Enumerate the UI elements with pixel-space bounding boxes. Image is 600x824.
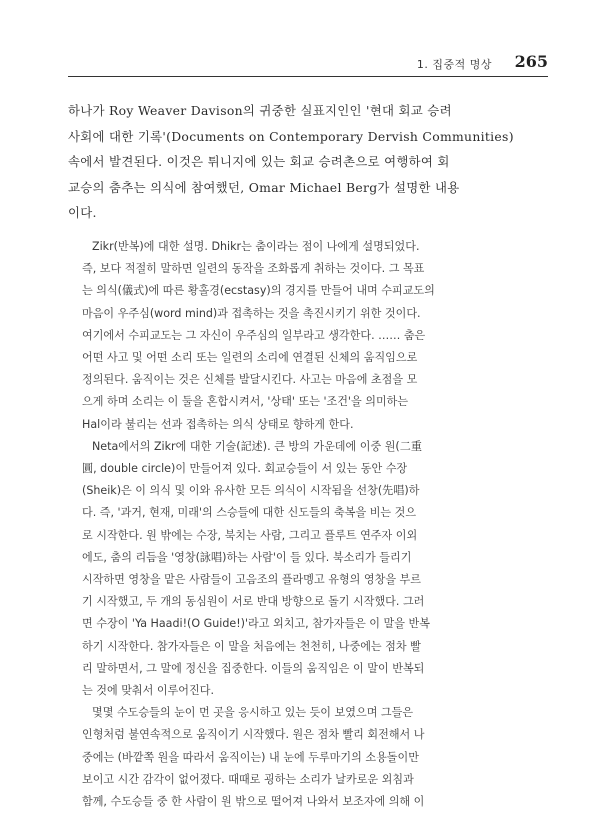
quote-line: 정의된다. 움직이는 것은 신체를 발달시킨다. 사고는 마음에 초점을 모 [82,373,418,387]
quote-line: 는 의식(儀式)에 따른 황홀경(ecstasy)의 경지를 만들어 내며 수피교도의 [82,284,435,298]
running-header [68,52,548,74]
quote-line: 몇몇 수도승들의 눈이 먼 곳을 응시하고 있는 듯이 보였으며 그들은 [92,706,414,720]
quote-line: 즉, 보다 적절히 말하면 일련의 동작을 조화롭게 취하는 것이다. 그 목표 [82,262,425,276]
intro-line: 이다. [68,205,97,220]
quote-line: 함께, 수도승들 중 한 사람이 원 밖으로 떨어져 나와서 보조자에 의해 이 [82,795,425,809]
quote-line: 시작하면 영창을 맡은 사람들이 고음조의 플라멩고 유형의 영창을 부르 [82,573,421,587]
quote-line: Zikr(반복)에 대한 설명. Dhikr는 춤이라는 점이 나에게 설명되었다. [92,240,420,253]
quote-line: Neta에서의 Zikr에 대한 기술(記述). 큰 방의 가운데에 이중 원(二重 [92,439,422,453]
header-rule [68,76,548,77]
quote-line: 다. 즉, '과거, 현재, 미래'의 스승들에 대한 신도들의 축복을 비는 것으 [82,506,417,520]
page-number: 265 [514,52,548,71]
quote-line: Hal이라 불리는 선과 접촉하는 의식 상태로 향하게 한다. [82,417,354,431]
running-title: 1. 집중적 명상 [416,58,492,71]
quote-line: 보이고 시간 감각이 없어졌다. 때때로 굉하는 소리가 날카로운 외침과 [82,772,414,786]
intro-line: 하나가 Roy Weaver Davison의 귀중한 실표지인인 '현대 회교 승려 [68,103,452,118]
intro-line: 교승의 춤추는 의식에 참여했던, Omar Michael Berg가 설명한 내용 [68,179,460,195]
quote-line: 하기 시작한다. 참가자들은 이 말을 처음에는 천천히, 나중에는 점차 빨 [82,639,421,653]
quote-line: 圓, double circle)이 만들어져 있다. 회교승들이 서 있는 동안 수장 [82,462,408,476]
block-quote [82,236,534,813]
quote-line: 로 시작한다. 원 밖에는 수장, 북치는 사람, 그리고 플루트 연주자 이외 [82,528,418,542]
quote-line: 에도, 춤의 리듬을 '영창(詠唱)하는 사람'이 들 있다. 북소리가 들리기 [82,550,412,564]
quote-line: 기 시작했고, 두 개의 동심원이 서로 반대 방향으로 돌기 시작했다. 그러 [82,595,425,609]
quote-line: 어떤 사고 및 어떤 소리 또는 일련의 소리에 연결된 신체의 움직임으로 [82,351,418,365]
quote-line: 는 것에 맞춰서 이루어진다. [82,684,214,698]
intro-paragraph [68,98,548,226]
quote-line: 리 말하면서, 그 말에 정신을 집중한다. 이들의 움직임은 이 말이 반복되 [82,661,425,675]
intro-line: 사회에 대한 기록'(Documents on Contemporary Dervish Communities) [68,128,514,144]
quote-line: 인형처럼 불연속적으로 움직이기 시작했다. 원은 점차 빨리 회전해서 나 [82,728,425,742]
quote-line: 으게 하며 소리는 이 둘을 혼합시켜서, '상태' 또는 '조건'을 의미하는 [82,395,409,409]
quote-line: 면 수장이 'Ya Haadi!(O Guide!)'라고 외치고, 참가자들은 이 말을 반복 [82,617,430,631]
quote-line: 중에는 (바깥쪽 원을 따라서 움직이는) 내 눈에 두루마기의 소용돌이만 [82,750,419,764]
intro-line: 속에서 발견된다. 이것은 튀니지에 있는 회교 승려촌으로 여행하여 회 [68,154,450,169]
quote-line: 여기에서 수피교도는 그 자신이 우주심의 일부라고 생각한다. …… 춤은 [82,328,426,342]
quote-line: 마음이 우주심(word mind)과 접촉하는 것을 촉진시키기 위한 것이다. [82,306,421,320]
quote-line: (Sheik)은 이 의식 및 이와 유사한 모든 의식이 시작됨을 선창(先唱)하 [82,484,420,498]
